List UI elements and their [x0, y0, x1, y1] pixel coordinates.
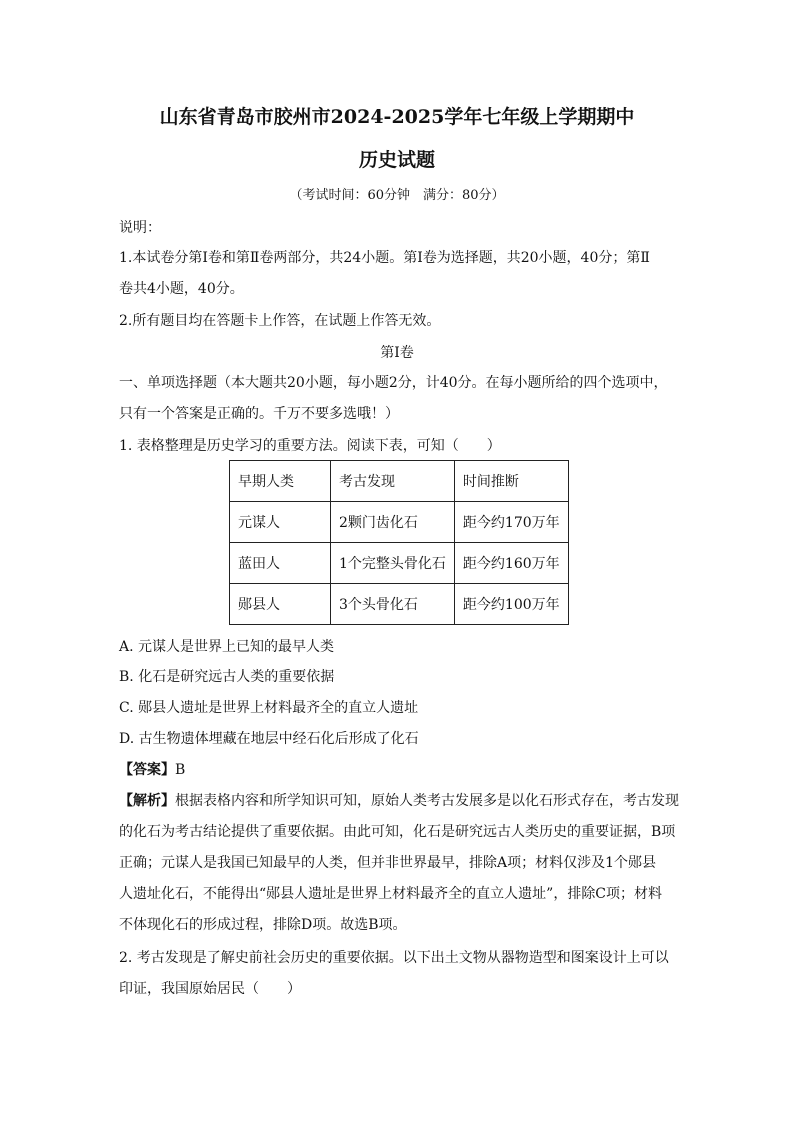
- table-cell: 元谋人: [230, 502, 331, 543]
- question-1-option-d: D. 古生物遗体埋藏在地层中经石化后形成了化石: [119, 731, 419, 747]
- question-1-stem: 1. 表格整理是历史学习的重要方法。阅读下表，可知（ ）: [119, 438, 501, 454]
- analysis-text: 根据表格内容和所学知识可知，原始人类考古发展多是以化石形式存在，考古发现: [175, 793, 679, 809]
- analysis-line: 正确；元谋人是我国已知最早的人类，但并非世界最早，排除A项；材料仅涉及1个郧县: [119, 855, 657, 871]
- analysis-line: 人遗址化石，不能得出“郧县人遗址是世界上材料最齐全的直立人遗址”，排除C项；材料: [119, 886, 663, 902]
- table-row: [230, 584, 569, 625]
- table-row: [230, 543, 569, 584]
- question-2-stem-cont: 印证，我国原始居民（ ）: [119, 981, 301, 997]
- answer-value: B: [175, 762, 186, 778]
- analysis-label: 【解析】: [119, 793, 175, 809]
- table-cell: 距今约100万年: [454, 584, 568, 625]
- table-cell: 郧县人: [230, 584, 331, 625]
- volume-heading: 第Ⅰ卷: [380, 345, 414, 361]
- table-header-cell: 早期人类: [230, 461, 331, 502]
- exam-subject-title: 历史试题: [358, 149, 435, 171]
- question-1-answer: [119, 760, 185, 780]
- table-header-cell: 考古发现: [331, 461, 455, 502]
- part-heading: 一、单项选择题（本大题共20小题，每小题2分，计40分。在每小题所给的四个选项中，: [119, 375, 668, 391]
- answer-label: 【答案】: [119, 762, 175, 778]
- exam-title: 山东省青岛市胶州市2024-2025学年七年级上学期期中: [159, 106, 635, 128]
- table-cell: 距今约170万年: [454, 502, 568, 543]
- table-cell: 1个完整头骨化石: [331, 543, 455, 584]
- instructions-heading: 说明：: [119, 220, 161, 236]
- question-2-stem: 2. 考古发现是了解史前社会历史的重要依据。以下出土文物从器物造型和图案设计上可以: [119, 950, 669, 966]
- instruction-item-1: 1.本试卷分第Ⅰ卷和第Ⅱ卷两部分，共24小题。第Ⅰ卷为选择题，共20小题，40分；第Ⅱ: [119, 250, 650, 266]
- analysis-line: 不体现化石的形成过程，排除D项。故选B项。: [119, 917, 407, 933]
- table-cell: 3个头骨化石: [331, 584, 455, 625]
- table-cell: 蓝田人: [230, 543, 331, 584]
- part-heading-cont: 只有一个答案是正确的。千万不要多选哦！）: [119, 406, 399, 422]
- question-1-option-a: A. 元谋人是世界上已知的最早人类: [119, 639, 335, 655]
- table-header-row: [230, 461, 569, 502]
- question-1-option-b: B. 化石是研究远古人类的重要依据: [119, 669, 335, 685]
- table-cell: 2颗门齿化石: [331, 502, 455, 543]
- instruction-item-2: 2.所有题目均在答题卡上作答，在试题上作答无效。: [119, 313, 441, 329]
- early-humans-table: [229, 460, 569, 625]
- exam-info: （考试时间：60分钟 满分：80分）: [289, 188, 505, 203]
- analysis-line: 的化石为考古结论提供了重要依据。由此可知，化石是研究远古人类历史的重要证据，B项: [119, 824, 676, 840]
- table-row: [230, 502, 569, 543]
- table-cell: 距今约160万年: [454, 543, 568, 584]
- question-1-option-c: C. 郧县人遗址是世界上材料最齐全的直立人遗址: [119, 700, 419, 716]
- instruction-item-1-cont: 卷共4小题，40分。: [119, 281, 244, 297]
- question-1-analysis: [119, 791, 679, 811]
- table-header-cell: 时间推断: [454, 461, 568, 502]
